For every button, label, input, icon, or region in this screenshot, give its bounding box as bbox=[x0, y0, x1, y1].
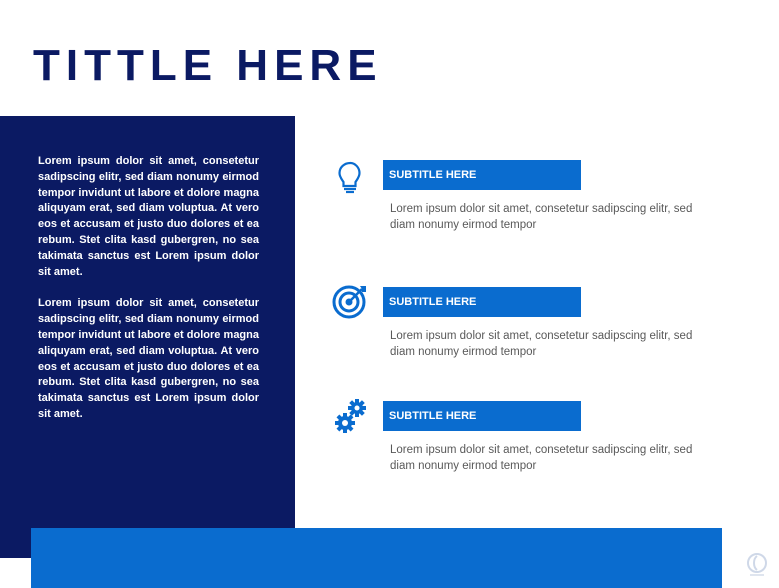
feature-item-3 bbox=[330, 401, 730, 481]
body-paragraph-1: Lorem ipsum dolor sit amet, consetetur sadipscing elitr, sed diam nonumy eirmod tempor invidunt ut labore et dolore magna aliquyam erat, sed diam voluptua. At vero eos et accusam et justo duo dolores et ea rebum. Stet clita kasd gubergren, no sea takimata sanctus est Lorem ipsum dolor sit amet. bbox=[38, 155, 259, 278]
item-description-3: Lorem ipsum dolor sit amet, consetetur sadipscing elitr, sed diam nonumy eirmod tempor bbox=[390, 444, 693, 472]
item-description-2: Lorem ipsum dolor sit amet, consetetur sadipscing elitr, sed diam nonumy eirmod tempor bbox=[390, 330, 693, 358]
watermark-logo-icon bbox=[746, 552, 768, 578]
bottom-accent-bar bbox=[31, 528, 722, 588]
feature-item-1 bbox=[330, 160, 730, 240]
subtitle-bar-1: SUBTITLE HERE bbox=[383, 160, 581, 190]
subtitle-bar-3: SUBTITLE HERE bbox=[383, 401, 581, 431]
item-description-1: Lorem ipsum dolor sit amet, consetetur sadipscing elitr, sed diam nonumy eirmod tempor bbox=[390, 203, 693, 231]
slide-title: TITTLE HERE bbox=[33, 41, 383, 90]
body-paragraph-2: Lorem ipsum dolor sit amet, consetetur sadipscing elitr, sed diam nonumy eirmod tempor invidunt ut labore et dolore magna aliquyam erat, sed diam voluptua. At vero eos et accusam et justo duo dolores et ea rebum. Stet clita kasd gubergren, no sea takimata sanctus est Lorem ipsum dolor sit amet. bbox=[38, 297, 259, 420]
subtitle-bar-2: SUBTITLE HERE bbox=[383, 287, 581, 317]
target-icon bbox=[330, 283, 370, 323]
left-panel-text bbox=[38, 154, 259, 439]
gears-icon bbox=[330, 398, 370, 438]
lightbulb-icon bbox=[330, 160, 370, 200]
feature-item-2 bbox=[330, 287, 730, 367]
